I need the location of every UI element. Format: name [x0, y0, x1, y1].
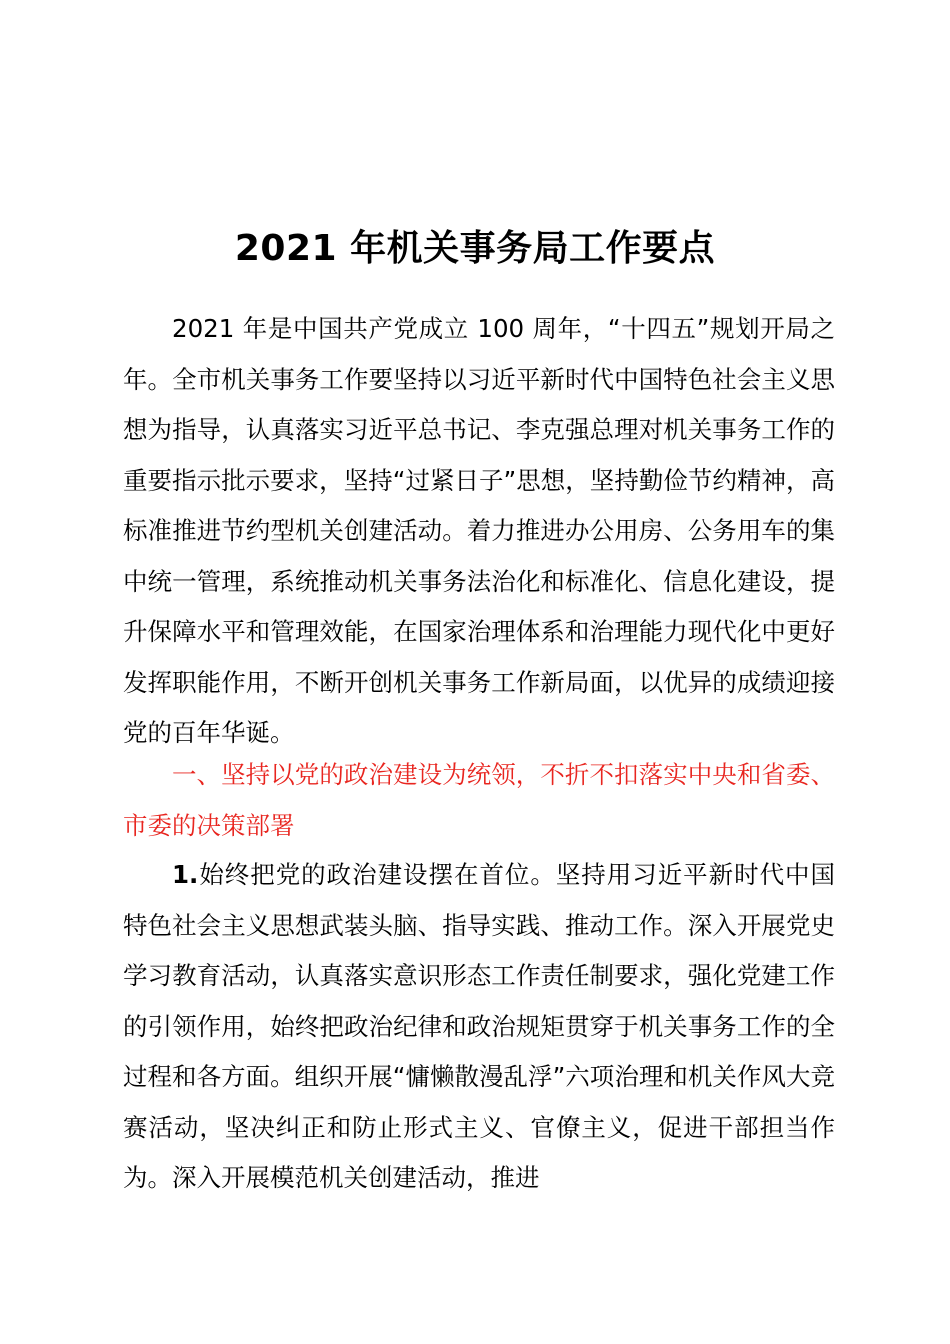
item-paragraph — [123, 850, 835, 1204]
section-heading: 一、坚持以党的政治建设为统领，不折不扣落实中央和省委、市委的决策部署 — [123, 760, 835, 840]
intro-paragraph: 2021 年是中国共产党成立 100 周年，“十四五”规划开局之年。全市机关事务工作要坚持以习近平新时代中国特色社会主义思想为指导，认真落实习近平总书记、李克强总理对机关事务工作的重要指示批示要求，坚持“过紧日子”思想，坚持勤俭节约精神，高标准推进节约型机关创建活动。着力推进办公用房、公务用车的集中统一管理，系统推动机关事务法治化和标准化、信息化建设，提升保障水平和管理效能，在国家治理体系和治理能力现代化中更好发挥职能作用，不断开创机关事务工作新局面，以优异的成绩迎接党的百年华诞。 — [123, 314, 835, 747]
item-number: 1. — [172, 860, 199, 889]
item-text: 始终把党的政治建设摆在首位。坚持用习近平新时代中国特色社会主义思想武装头脑、指导实践、推动工作。深入开展党史学习教育活动，认真落实意识形态工作责任制要求，强化党建工作的引领作用，始终把政治纪律和政治规矩贯穿于机关事务工作的全过程和各方面。组织开展“慵懒散漫乱浮”六项治理和机关作风大竞赛活动，坚决纠正和防止形式主义、官僚主义，促进干部担当作为。深入开展模范机关创建活动，推进 — [123, 860, 835, 1192]
document-title: 2021 年机关事务局工作要点 — [234, 228, 716, 269]
